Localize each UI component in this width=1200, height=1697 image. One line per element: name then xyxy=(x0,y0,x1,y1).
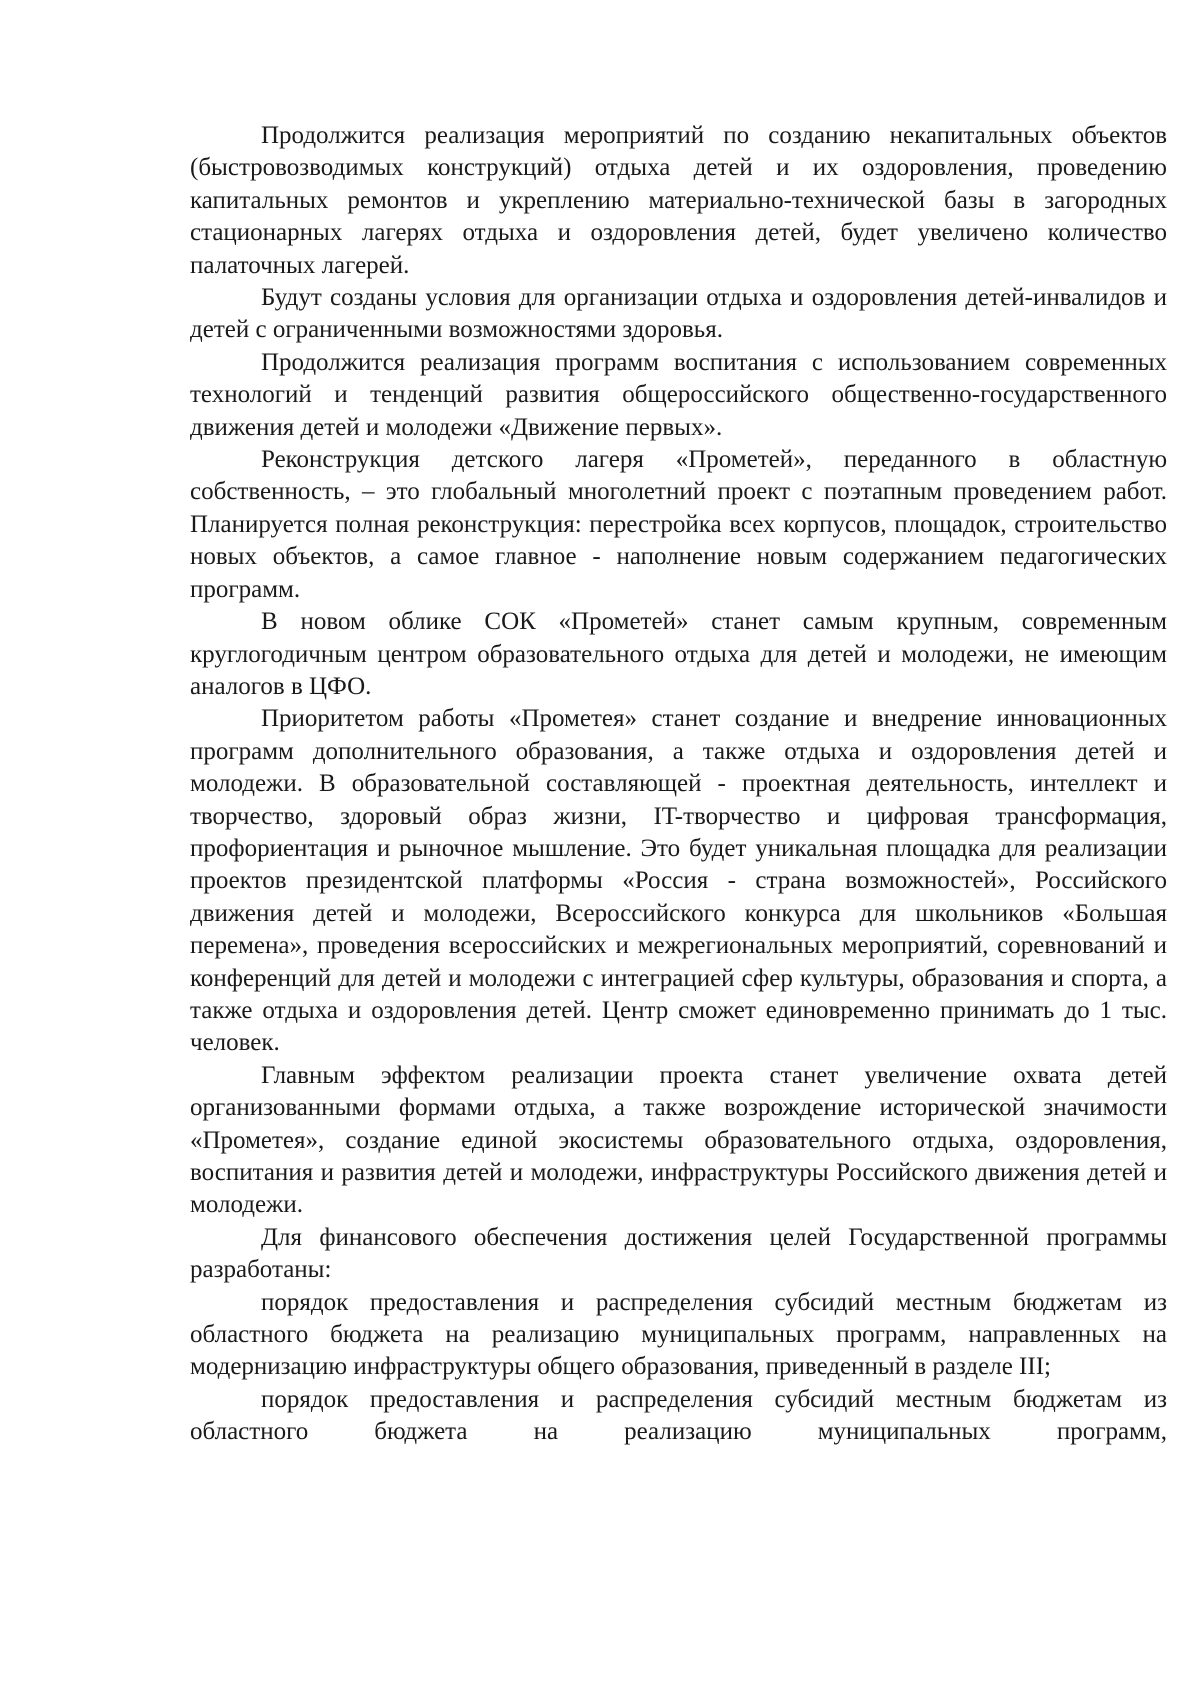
paragraph: Приоритетом работы «Прометея» станет создание и внедрение инновационных программ дополнительного образования, а также отдыха и оздоровления детей и молодежи. В образовательной составляющей - проектная деятельность, интеллект и творчество, здоровый образ жизни, IT-творчество и цифровая трансформация, профориентация и рыночное мышление. Это будет уникальная площадка для реализации проектов президентской платформы «Россия - страна возможностей», Российского движения детей и молодежи, Всероссийского конкурса для школьников «Большая перемена», проведения всероссийских и межрегиональных мероприятий, соревнований и конференций для детей и молодежи с интеграцией сфер культуры, образования и спорта, а также отдыха и оздоровления детей. Центр сможет единовременно принимать до 1 тыс. человек. xyxy=(190,705,1167,1057)
paragraph: Главным эффектом реализации проекта станет увеличение охвата детей организованными формами отдыха, а также возрождение исторической значимости «Прометея», создание единой экосистемы образовательного отдыха, оздоровления, воспитания и развития детей и молодежи, инфраструктуры Российского движения детей и молодежи. xyxy=(190,1061,1167,1219)
paragraph: Будут созданы условия для организации отдыха и оздоровления детей-инвалидов и детей с ограниченными возможностями здоровья. xyxy=(190,284,1167,344)
paragraph: Продолжится реализация программ воспитания с использованием современных технологий и тенденций развития общероссийского общественно-государственного движения детей и молодежи «Движение первых». xyxy=(190,348,1167,441)
paragraph: Продолжится реализация мероприятий по созданию некапитальных объектов (быстровозводимых конструкций) отдыха детей и их оздоровления, проведению капитальных ремонтов и укреплению материально-технической базы в загородных стационарных лагерях отдыха и оздоровления детей, будет увеличено количество палаточных лагерей. xyxy=(190,122,1167,279)
paragraph: Реконструкция детского лагеря «Прометей», переданного в областную собственность, – это глобальный многолетний проект с поэтапным проведением работ. Планируется полная реконструкция: перестройка всех корпусов, площадок, строительство новых объектов, а самое главное - наполнение новым содержанием педагогических программ. xyxy=(190,446,1167,603)
document-body xyxy=(190,120,1167,1449)
paragraph: В новом облике СОК «Прометей» станет самым крупным, современным круглогодичным центром образовательного отдыха для детей и молодежи, не имеющим аналогов в ЦФО. xyxy=(190,608,1167,700)
paragraph: порядок предоставления и распределения субсидий местным бюджетам из областного бюджета на реализацию муниципальных программ, xyxy=(190,1385,1167,1446)
paragraph: Для финансового обеспечения достижения целей Государственной программы разработаны: xyxy=(190,1223,1167,1284)
paragraph: порядок предоставления и распределения субсидий местным бюджетам из областного бюджета на реализацию муниципальных программ, направленных на модернизацию инфраструктуры общего образования, приведенный в разделе III; xyxy=(190,1288,1167,1381)
